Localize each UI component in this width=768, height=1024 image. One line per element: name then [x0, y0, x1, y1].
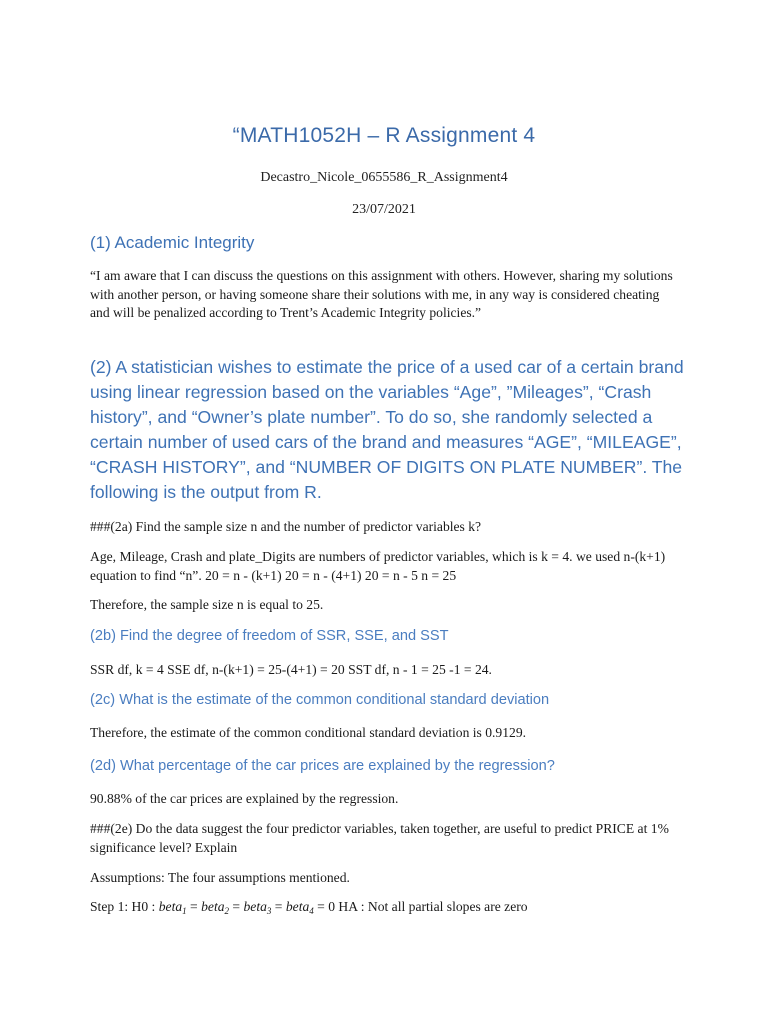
question-2c-answer: Therefore, the estimate of the common conditional standard deviation is 0.9129. [90, 725, 527, 740]
beta-term-4: beta$_4$ [285, 899, 314, 916]
question-2a-answer: Age, Mileage, Crash and plate_Digits are numbers of predictor variables, which is k = 4. we used n-(k+1) equation to find “n”. 20 = n - (k+1) 20 = n - (4+1) 20 = n - 5 n = 25 [90, 549, 666, 583]
step1-prefix: Step 1: H0 : [90, 899, 156, 914]
question-2d-heading: (2d) What percentage of the car prices are explained by the regression? [90, 758, 555, 774]
date-line: 23/07/2021 [352, 202, 416, 217]
beta-term-2: beta$_2$ [201, 899, 230, 916]
question-2e-step1: Step 1: H0 : beta$_1$ = beta$_2$ = beta$_3$ = beta$_4$ = 0 HA : Not all partial slopes are zero [90, 899, 528, 916]
question-2b-heading: (2b) Find the degree of freedom of SSR, SSE, and SST [90, 628, 449, 644]
beta-term-3: beta$_3$ [243, 899, 272, 916]
page-title: “MATH1052H – R Assignment 4 [232, 124, 536, 147]
question-2a-prompt: ###(2a) Find the sample size n and the number of predictor variables k? [90, 519, 482, 534]
question-2c-heading: (2c) What is the estimate of the common conditional standard deviation [90, 692, 550, 708]
question-2e-prompt: ###(2e) Do the data suggest the four predictor variables, taken together, are useful to predict PRICE at 1% significance level? Explain [90, 821, 669, 855]
section-heading-academic-integrity: (1) Academic Integrity [90, 233, 255, 252]
section-heading-question-2: (2) A statistician wishes to estimate the price of a used car of a certain brand using linear regression based on the variables “Age”, ”Mileages”, “Crash history”, and “Owner’s plate number”. To do so, she randomly selected a certain number of used cars of the brand and measures “AGE”, “MILEAGE”, “CRASH HISTORY”, and “NUMBER OF DIGITS ON PLATE NUMBER”. The following is the output from R. [90, 357, 684, 502]
author-line: Decastro_Nicole_0655586_R_Assignment4 [260, 170, 508, 185]
question-2b-answer: SSR df, k = 4 SSE df, n-(k+1) = 25-(4+1) = 20 SST df, n - 1 = 25 -1 = 24. [90, 662, 492, 677]
question-2d-answer: 90.88% of the car prices are explained by the regression. [90, 791, 399, 806]
step1-rhs: = 0 HA : Not all partial slopes are zero [317, 899, 528, 914]
academic-integrity-statement: “I am aware that I can discuss the questions on this assignment with others. However, sharing my solutions with another person, or having someone share their solutions with me, in any way is considered cheating and will be penalized according to Trent’s Academic Integrity policies.” [90, 268, 673, 320]
beta-term-1: beta$_1$ [158, 899, 187, 916]
question-2e-assumptions: Assumptions: The four assumptions mentioned. [90, 870, 350, 885]
question-2a-conclusion: Therefore, the sample size n is equal to 25. [90, 597, 324, 612]
